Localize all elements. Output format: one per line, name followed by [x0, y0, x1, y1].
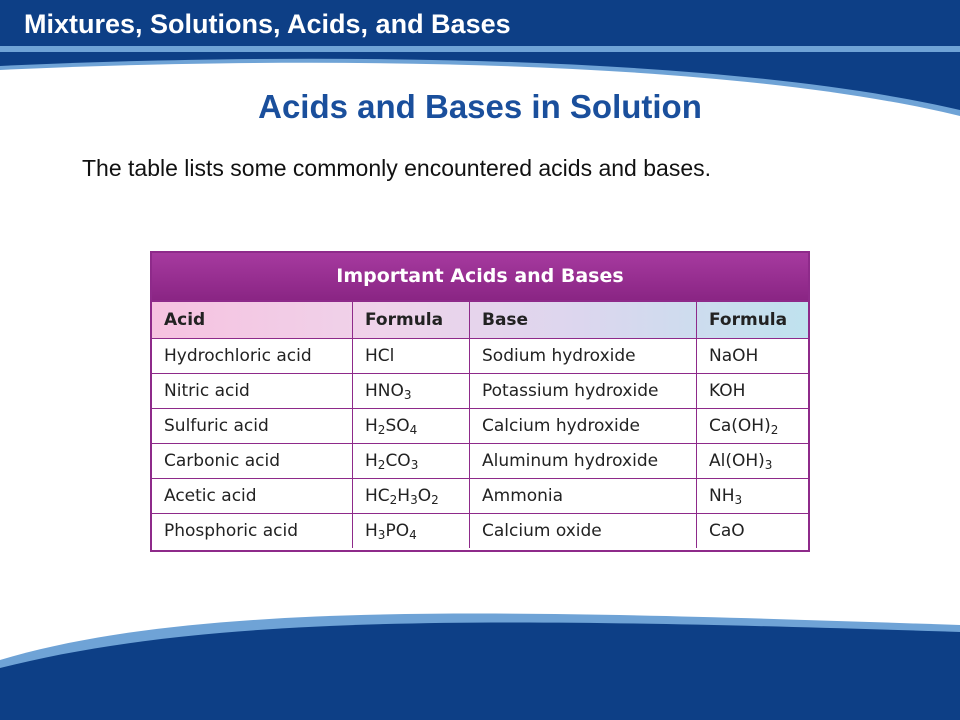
- base-name-cell: Calcium oxide: [470, 513, 697, 548]
- table-title: Important Acids and Bases: [152, 253, 808, 302]
- table-row: [152, 478, 808, 513]
- table-row: [152, 373, 808, 408]
- base-formula-cell: $Al(OH)_3$: [697, 443, 809, 478]
- acid-formula-cell: $HC_2H_3O_2$: [353, 478, 470, 513]
- acid-name-cell: Sulfuric acid: [152, 408, 353, 443]
- column-header-base-formula: Formula: [697, 302, 809, 338]
- column-header-acid: Acid: [152, 302, 353, 338]
- acid-name-cell: Acetic acid: [152, 478, 353, 513]
- acid-formula-cell: $H_3PO_4$: [353, 513, 470, 548]
- base-name-cell: Aluminum hydroxide: [470, 443, 697, 478]
- acid-formula-cell: $H_2SO_4$: [353, 408, 470, 443]
- data-table: [152, 302, 808, 548]
- column-header-base: Base: [470, 302, 697, 338]
- base-name-cell: Calcium hydroxide: [470, 408, 697, 443]
- base-formula-cell: NaOH: [697, 338, 809, 373]
- table-row: [152, 443, 808, 478]
- base-name-cell: Ammonia: [470, 478, 697, 513]
- base-formula-cell: KOH: [697, 373, 809, 408]
- table-body: [152, 338, 808, 548]
- acid-name-cell: Nitric acid: [152, 373, 353, 408]
- base-name-cell: Potassium hydroxide: [470, 373, 697, 408]
- table-row: [152, 513, 808, 548]
- acid-name-cell: Hydrochloric acid: [152, 338, 353, 373]
- base-formula-cell: CaO: [709, 520, 745, 541]
- section-header-title: Mixtures, Solutions, Acids, and Bases: [24, 9, 511, 39]
- slide-title: Acids and Bases in Solution: [258, 88, 702, 125]
- table-header-row: [152, 302, 808, 338]
- acid-name-cell: Carbonic acid: [152, 443, 353, 478]
- acid-name-cell: Phosphoric acid: [152, 513, 353, 548]
- acid-formula-cell: HCl: [353, 338, 470, 373]
- acid-formula-cell: $HNO_3$: [353, 373, 470, 408]
- base-formula-cell: $Ca(OH)_2$: [697, 408, 809, 443]
- table-row: [152, 408, 808, 443]
- table-row: [152, 338, 808, 373]
- column-header-acid-formula: Formula: [353, 302, 470, 338]
- acid-formula-cell: $H_2CO_3$: [353, 443, 470, 478]
- base-name-cell: Sodium hydroxide: [470, 338, 697, 373]
- base-formula-cell: $NH_3$: [697, 478, 809, 513]
- slide-body-text: The table lists some commonly encountered acids and bases.: [82, 155, 711, 181]
- acids-bases-table: [150, 251, 810, 552]
